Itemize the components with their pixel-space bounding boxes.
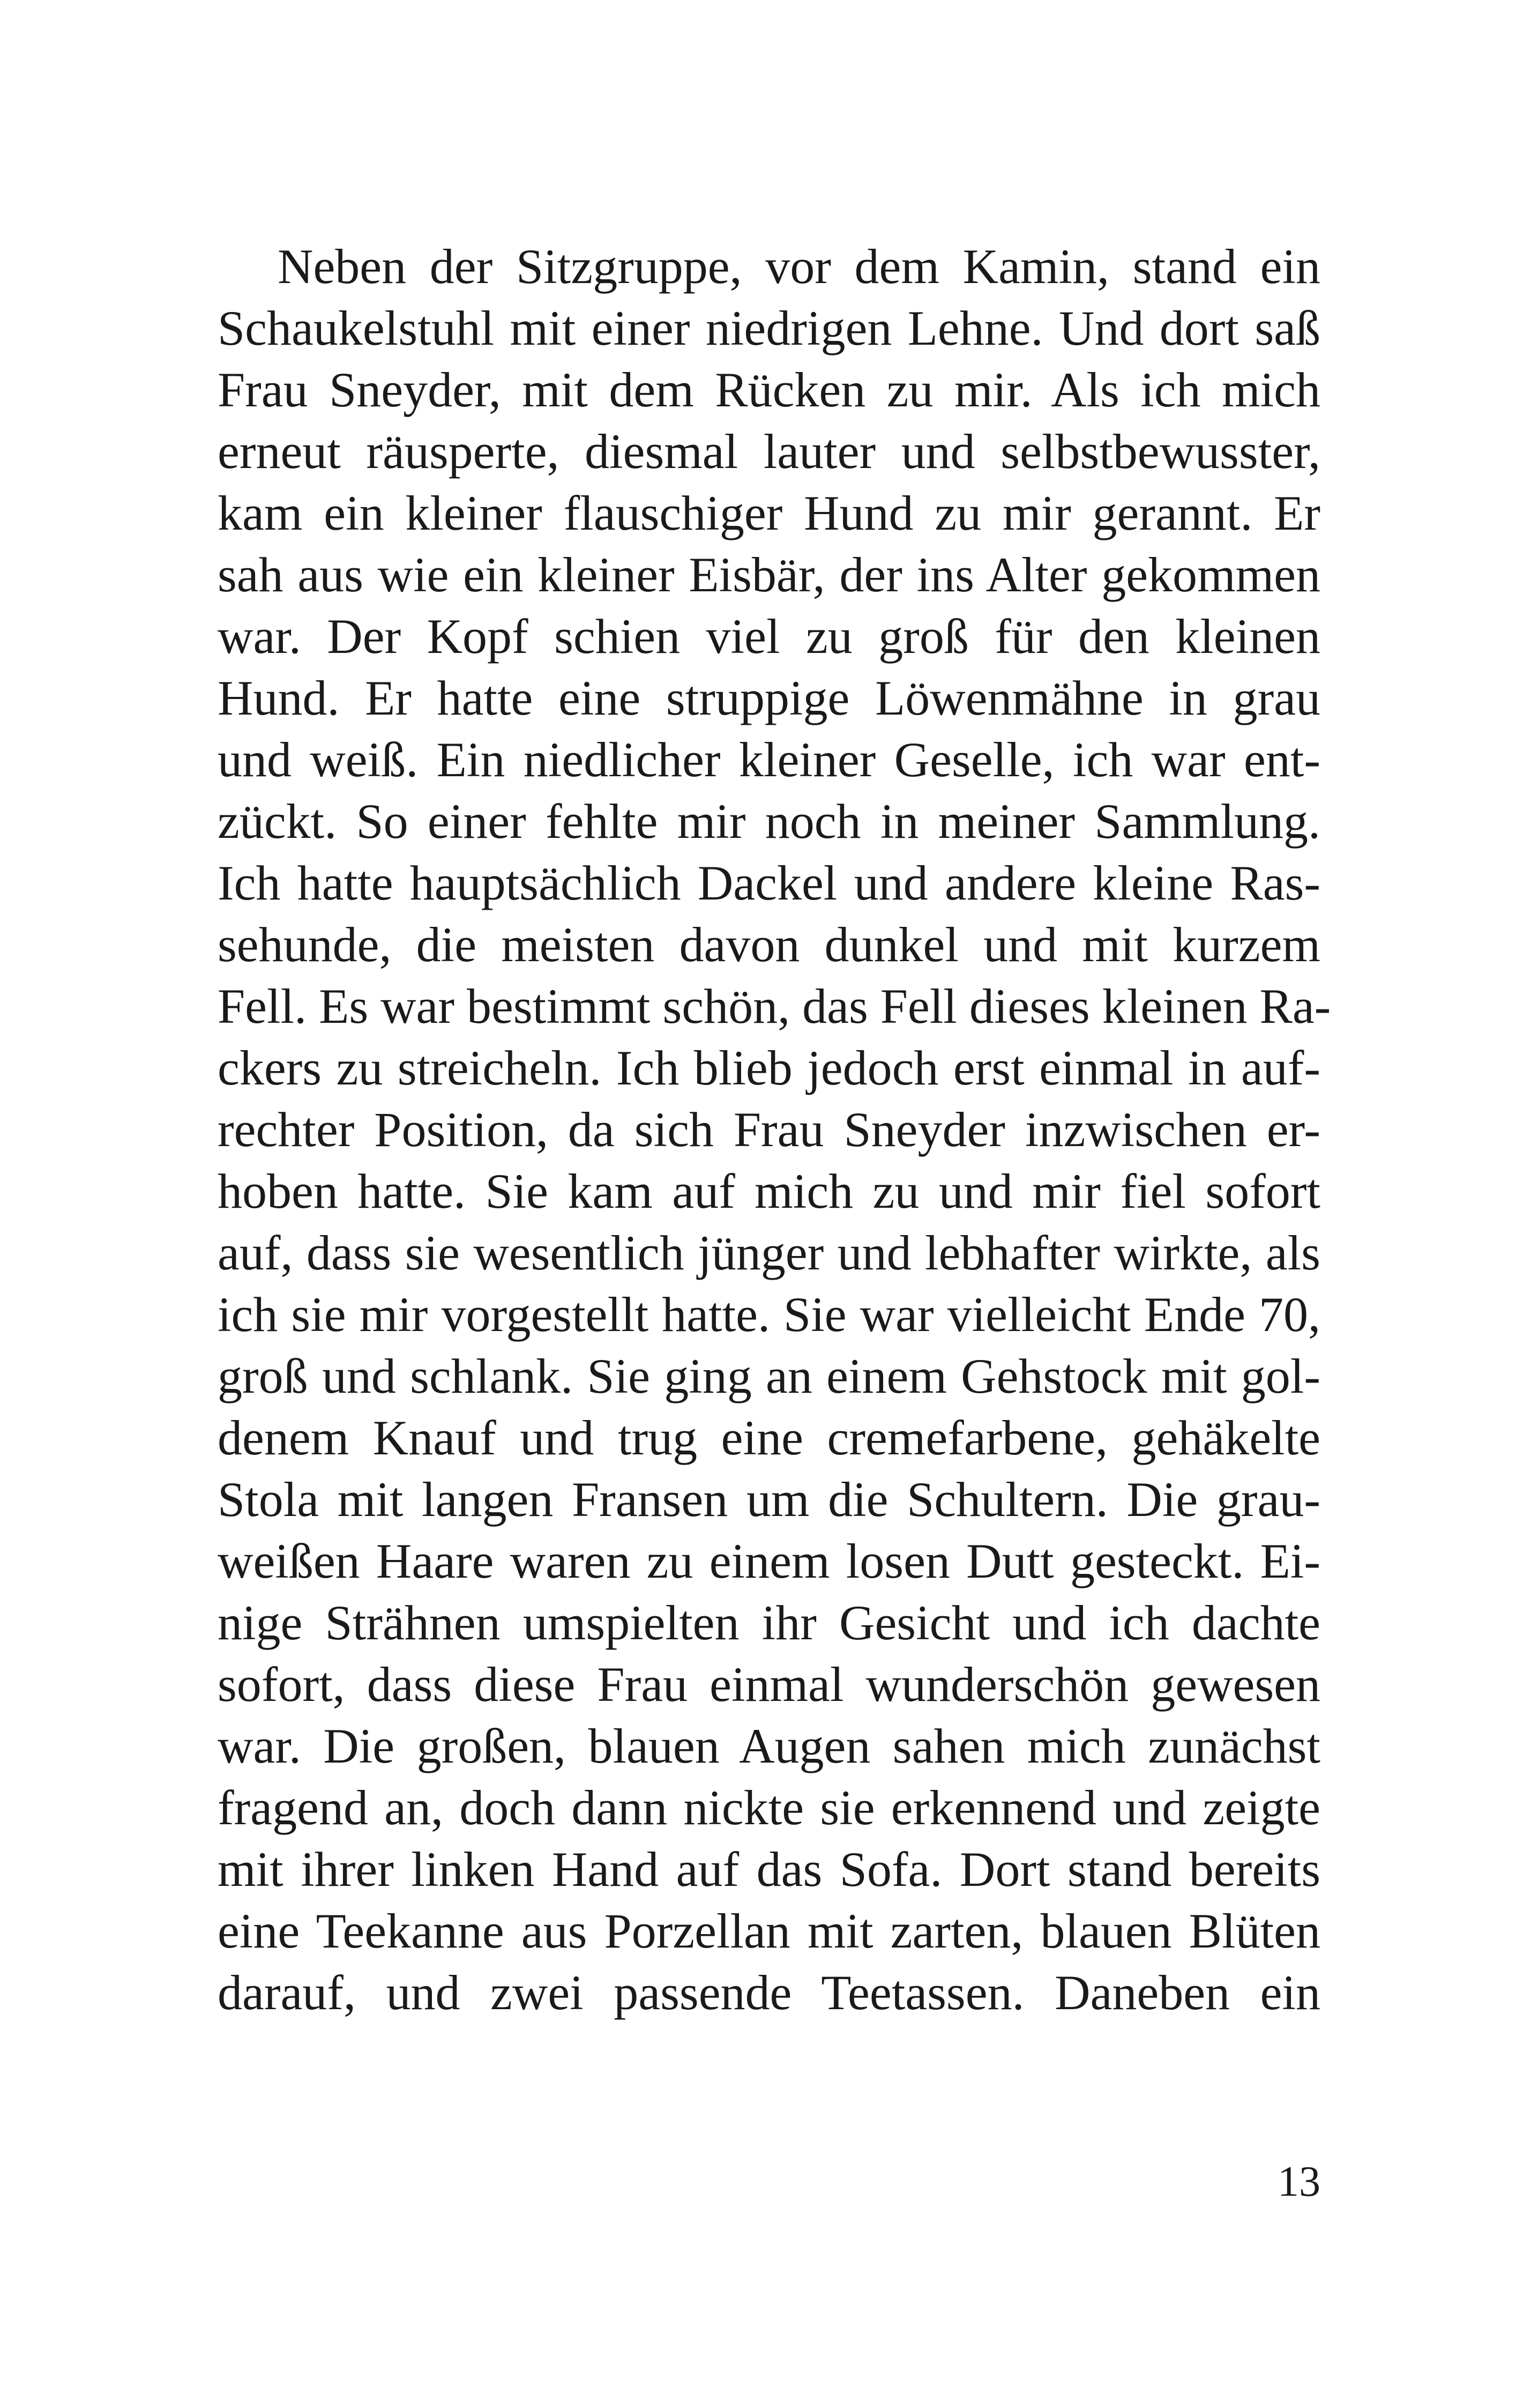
text-line: war. Die großen, blauen Augen sahen mich zunächst <box>218 1719 1320 1773</box>
text-line: Fell. Es war bestimmt schön, das Fell dieses kleinen Ra- <box>218 979 1331 1034</box>
text-line: hoben hatte. Sie kam auf mich zu und mir fiel sofort <box>218 1164 1320 1218</box>
text-line: groß und schlank. Sie ging an einem Gehstock mit gol- <box>218 1349 1320 1403</box>
page-number: 13 <box>1278 2158 1320 2205</box>
text-line: denem Knauf und trug eine cremefarbene, gehäkelte <box>218 1410 1320 1465</box>
text-line: erneut räusperte, diesmal lauter und selbstbewusster, <box>218 424 1320 479</box>
text-line: ckers zu streicheln. Ich blieb jedoch erst einmal in auf- <box>218 1041 1320 1095</box>
text-line: und weiß. Ein niedlicher kleiner Geselle, ich war ent- <box>218 732 1320 787</box>
text-line: Stola mit langen Fransen um die Schultern. Die grau- <box>218 1472 1320 1527</box>
text-line: eine Teekanne aus Porzellan mit zarten, blauen Blüten <box>218 1904 1320 1958</box>
text-line: auf, dass sie wesentlich jünger und lebhafter wirkte, als <box>218 1225 1320 1280</box>
text-line: mit ihrer linken Hand auf das Sofa. Dort stand bereits <box>218 1842 1320 1897</box>
text-line: sah aus wie ein kleiner Eisbär, der ins Alter gekommen <box>218 547 1320 602</box>
text-line: nige Strähnen umspielten ihr Gesicht und ich dachte <box>218 1595 1320 1650</box>
body-text <box>218 236 1331 2024</box>
text-line: rechter Position, da sich Frau Sneyder inzwischen er- <box>218 1102 1320 1157</box>
text-line: zückt. So einer fehlte mir noch in meiner Sammlung. <box>218 794 1320 849</box>
text-line: fragend an, doch dann nickte sie erkennend und zeigte <box>218 1780 1320 1835</box>
text-line: Schaukelstuhl mit einer niedrigen Lehne. Und dort saß <box>218 301 1320 355</box>
text-line: war. Der Kopf schien viel zu groß für den kleinen <box>218 609 1320 664</box>
text-line: Hund. Er hatte eine struppige Löwenmähne in grau <box>218 671 1320 725</box>
text-line: weißen Haare waren zu einem losen Dutt gesteckt. Ei- <box>218 1534 1320 1588</box>
text-line: darauf, und zwei passende Teetassen. Daneben ein <box>218 1965 1320 2020</box>
text-line: kam ein kleiner flauschiger Hund zu mir gerannt. Er <box>218 486 1320 540</box>
text-line: ich sie mir vorgestellt hatte. Sie war vielleicht Ende 70, <box>218 1287 1320 1342</box>
text-line: sofort, dass diese Frau einmal wunderschön gewesen <box>218 1657 1320 1712</box>
text-line: Neben der Sitzgruppe, vor dem Kamin, stand ein <box>278 239 1320 294</box>
text-line: Ich hatte hauptsächlich Dackel und andere kleine Ras- <box>218 856 1320 910</box>
text-line: sehunde, die meisten davon dunkel und mit kurzem <box>218 917 1320 972</box>
text-line: Frau Sneyder, mit dem Rücken zu mir. Als ich mich <box>218 362 1320 417</box>
